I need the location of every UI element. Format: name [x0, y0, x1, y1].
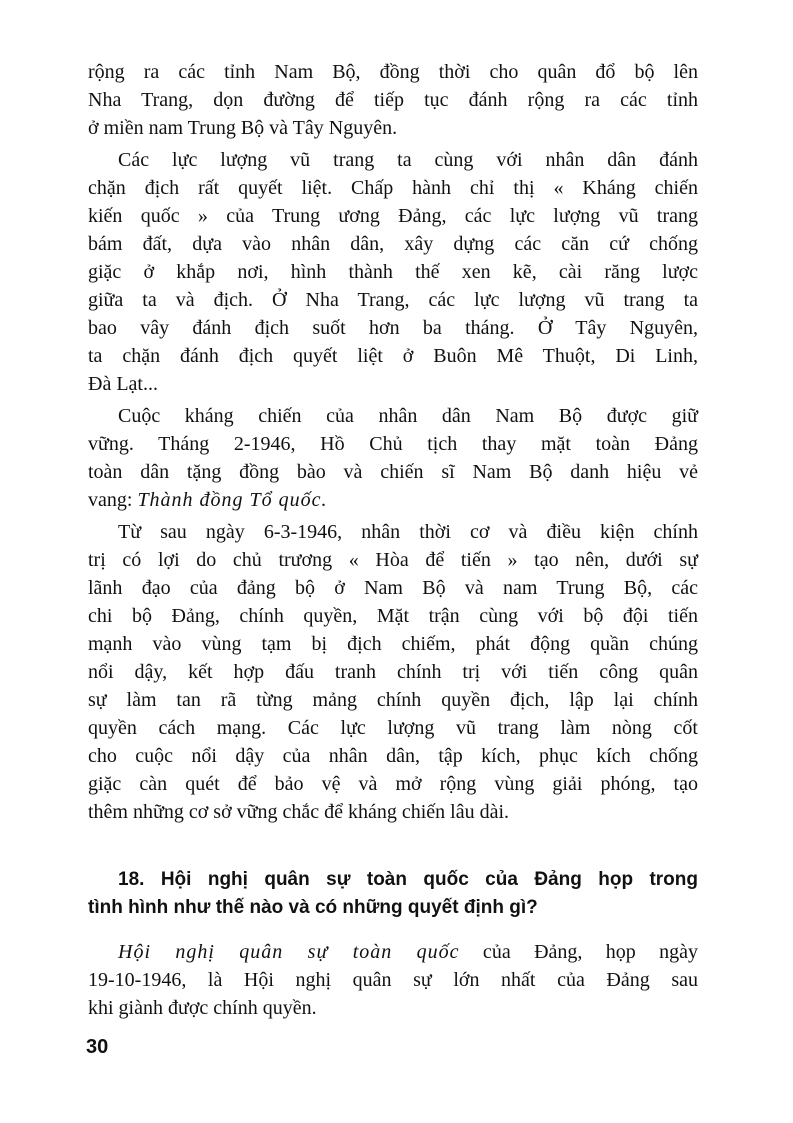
text-line: giữa ta và địch. Ở Nha Trang, các lực lượng vũ trang ta — [88, 289, 698, 311]
text-line: kiến quốc » của Trung ương Đảng, các lực lượng vũ trang — [88, 205, 698, 227]
answer-paragraph — [88, 938, 698, 1022]
heading-line: 18. Hội nghị quân sự toàn quốc của Đảng họp trong — [118, 869, 698, 890]
text-line: mạnh vào vùng tạm bị địch chiếm, phát động quần chúng — [88, 633, 698, 655]
text-line: chặn địch rất quyết liệt. Chấp hành chỉ thị « Kháng chiến — [88, 177, 698, 199]
paragraph-3 — [88, 402, 698, 514]
text-line: sự làm tan rã từng mảng chính quyền địch, lập lại chính — [88, 689, 698, 711]
text-line: khi giành được chính quyền. — [88, 997, 317, 1019]
text-line: Cuộc kháng chiến của nhân dân Nam Bộ được giữ — [118, 405, 698, 427]
book-page — [88, 58, 698, 1026]
text-line: bám đất, dựa vào nhân dân, xây dựng các căn cứ chống — [88, 233, 698, 255]
paragraph-2 — [88, 146, 698, 398]
text-line — [88, 486, 698, 514]
text-line: quyền cách mạng. Các lực lượng vũ trang làm nòng cốt — [88, 717, 698, 739]
text-line: ở miền nam Trung Bộ và Tây Nguyên. — [88, 117, 398, 139]
paragraph-4 — [88, 518, 698, 826]
italic-term: Hội nghị quân sự toàn quốc — [118, 941, 460, 963]
paragraph-1 — [88, 58, 698, 142]
text-line: trị có lợi do chủ trương « Hòa để tiến » tạo nên, dưới sự — [88, 549, 698, 571]
text-line: Đà Lạt... — [88, 373, 158, 395]
text-line: giặc càn quét để bảo vệ và mở rộng vùng giải phóng, tạo — [88, 773, 698, 795]
heading-line: tình hình như thế nào và có những quyết định gì? — [88, 897, 538, 918]
text-line: thêm những cơ sở vững chắc để kháng chiến lâu dài. — [88, 801, 510, 823]
text-line: ta chặn đánh địch quyết liệt ở Buôn Mê Thuột, Di Linh, — [88, 345, 698, 367]
text-line: Từ sau ngày 6-3-1946, nhân thời cơ và điều kiện chính — [118, 521, 698, 543]
text-span: của Đảng, họp ngày — [459, 941, 699, 963]
text-line: cho cuộc nổi dậy của nhân dân, tập kích, phục kích chống — [88, 745, 698, 767]
text-line: bao vây đánh địch suốt hơn ba tháng. Ở Tây Nguyên, — [88, 317, 698, 339]
text-line: rộng ra các tỉnh Nam Bộ, đồng thời cho quân đổ bộ lên — [88, 61, 698, 83]
text-line: vững. Tháng 2-1946, Hồ Chủ tịch thay mặt toàn Đảng — [88, 433, 698, 455]
page-number: 30 — [86, 1036, 109, 1058]
text-line: Các lực lượng vũ trang ta cùng với nhân dân đánh — [118, 149, 698, 171]
italic-title: Thành đồng Tổ quốc. — [137, 489, 328, 511]
text-span: vang: — [88, 489, 138, 511]
text-line: nổi dậy, kết hợp đấu tranh chính trị với tiến công quân — [88, 661, 698, 683]
section-heading — [88, 866, 698, 922]
text-line: Nha Trang, dọn đường để tiếp tục đánh rộng ra các tỉnh — [88, 89, 698, 111]
text-line: giặc ở khắp nơi, hình thành thế xen kẽ, cài răng lược — [88, 261, 698, 283]
text-line: chi bộ Đảng, chính quyền, Mặt trận cùng với bộ đội tiến — [88, 605, 698, 627]
text-line: toàn dân tặng đồng bào và chiến sĩ Nam Bộ danh hiệu vẻ — [88, 461, 698, 483]
text-line: lãnh đạo của đảng bộ ở Nam Bộ và nam Trung Bộ, các — [88, 577, 698, 599]
text-line — [88, 938, 698, 966]
text-line: 19-10-1946, là Hội nghị quân sự lớn nhất của Đảng sau — [88, 969, 698, 991]
